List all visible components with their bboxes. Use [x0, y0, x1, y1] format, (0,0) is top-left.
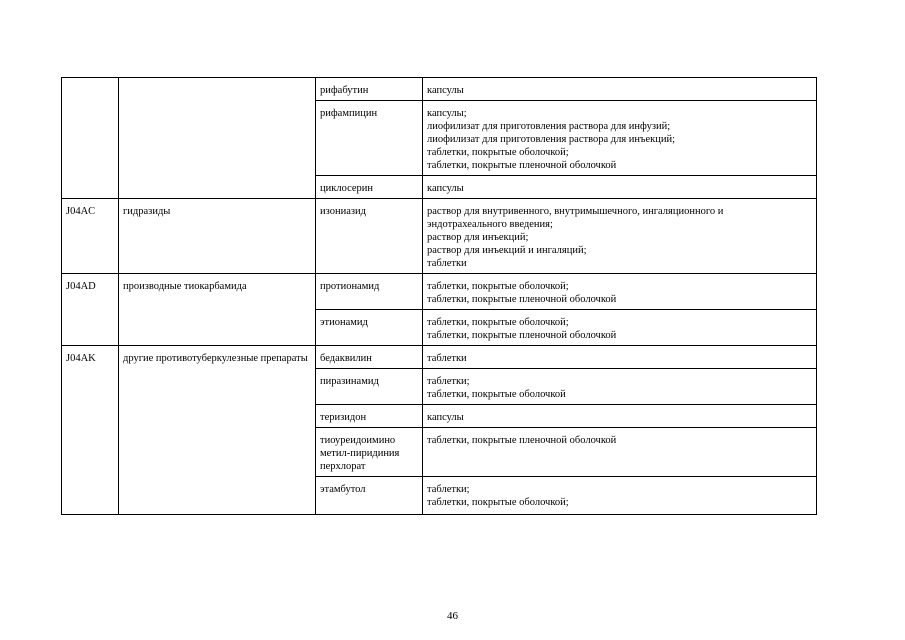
- atc-group: гидразиды: [119, 199, 316, 274]
- dosage-forms: [423, 428, 817, 477]
- dosage-forms: [423, 310, 817, 346]
- dosage-forms: [423, 78, 817, 101]
- dosage-form-line: таблетки, покрытые оболочкой;: [427, 317, 569, 328]
- dosage-forms: [423, 369, 817, 405]
- drug-name: теризидон: [316, 405, 423, 428]
- dosage-form-line: таблетки, покрытые оболочкой: [427, 389, 566, 400]
- table-row: [62, 78, 817, 101]
- dosage-forms: [423, 101, 817, 176]
- drug-name: этамбутол: [316, 477, 423, 515]
- atc-group: другие противотуберкулезные препараты: [119, 346, 316, 515]
- table-row: [62, 199, 817, 274]
- table-row: [62, 274, 817, 310]
- drug-name: бедаквилин: [316, 346, 423, 369]
- dosage-forms: [423, 274, 817, 310]
- atc-code-cell: [62, 78, 119, 199]
- drug-name: протионамид: [316, 274, 423, 310]
- dosage-forms: [423, 199, 817, 274]
- dosage-form-line: таблетки: [427, 258, 467, 269]
- atc-code: J04AK: [62, 346, 119, 515]
- dosage-form-line: капсулы;: [427, 108, 467, 119]
- dosage-form-line: раствор для инъекций и ингаляций;: [427, 245, 587, 256]
- dosage-form-line: таблетки: [427, 353, 467, 364]
- dosage-form-line: раствор для внутривенного, внутримышечного, ингаляционного и: [427, 206, 724, 217]
- dosage-form-line: капсулы: [427, 412, 464, 423]
- dosage-form-line: лиофилизат для приготовления раствора для инфузий;: [427, 121, 671, 132]
- dosage-form-line: таблетки, покрытые оболочкой;: [427, 147, 569, 158]
- dosage-form-line: таблетки, покрытые пленочной оболочкой: [427, 160, 617, 171]
- dosage-form-line: таблетки, покрытые оболочкой;: [427, 497, 569, 508]
- dosage-form-line: лиофилизат для приготовления раствора для инъекций;: [427, 134, 676, 145]
- dosage-form-line: таблетки, покрытые пленочной оболочкой: [427, 435, 617, 446]
- table-row: [62, 346, 817, 369]
- atc-group: производные тиокарбамида: [119, 274, 316, 346]
- drug-name: пиразинамид: [316, 369, 423, 405]
- dosage-form-line: таблетки;: [427, 376, 470, 387]
- page-number: 46: [447, 610, 458, 622]
- dosage-form-line: капсулы: [427, 183, 464, 194]
- dosage-forms: [423, 176, 817, 199]
- drug-name: этионамид: [316, 310, 423, 346]
- atc-code: J04AD: [62, 274, 119, 346]
- drug-name: изониазид: [316, 199, 423, 274]
- drug-name: циклосерин: [316, 176, 423, 199]
- dosage-form-line: таблетки, покрытые пленочной оболочкой: [427, 330, 617, 341]
- dosage-forms: [423, 346, 817, 369]
- drug-name: рифабутин: [316, 78, 423, 101]
- dosage-form-line: таблетки;: [427, 484, 470, 495]
- drug-name: тиоуреидоимино метил-пиридиния перхлорат: [316, 428, 423, 477]
- drug-table: [61, 77, 817, 515]
- dosage-form-line: таблетки, покрытые пленочной оболочкой: [427, 294, 617, 305]
- dosage-form-line: таблетки, покрытые оболочкой;: [427, 281, 569, 292]
- atc-code: J04AC: [62, 199, 119, 274]
- drug-name: рифампицин: [316, 101, 423, 176]
- dosage-forms: [423, 477, 817, 515]
- dosage-forms: [423, 405, 817, 428]
- dosage-form-line: эндотрахеального введения;: [427, 219, 553, 230]
- dosage-form-line: раствор для инъекций;: [427, 232, 529, 243]
- atc-group-cell: [119, 78, 316, 199]
- dosage-form-line: капсулы: [427, 85, 464, 96]
